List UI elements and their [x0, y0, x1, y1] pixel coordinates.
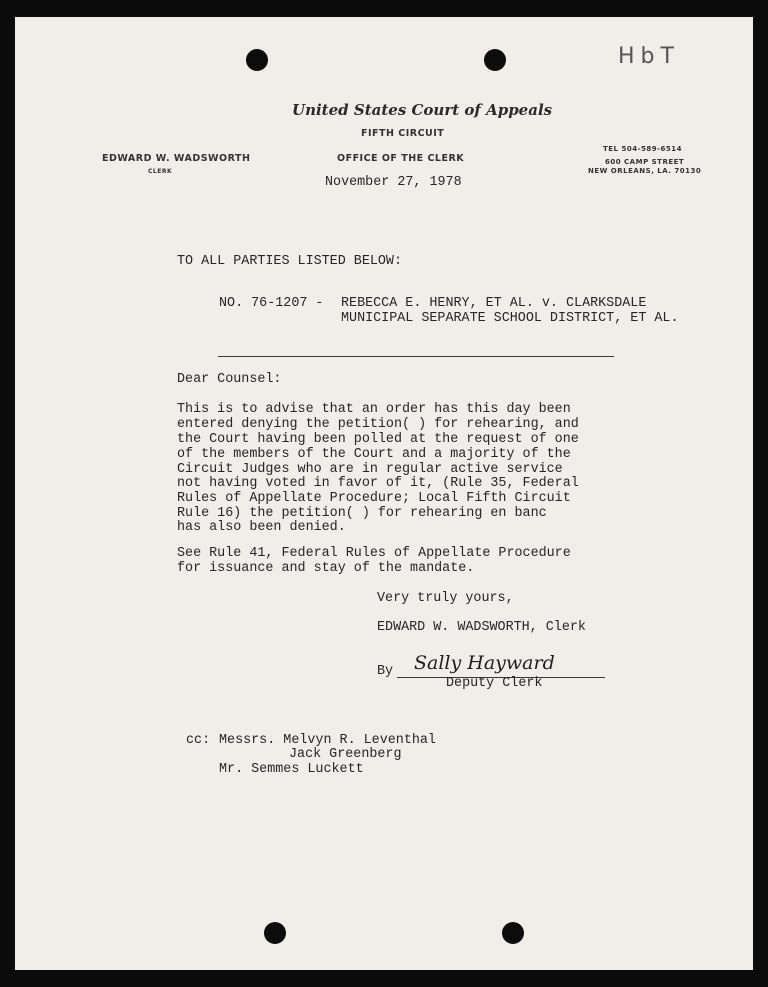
clerk-name-header: EDWARD W. WADSWORTH	[102, 153, 251, 164]
punch-hole-top-left	[246, 49, 268, 71]
body-line: entered denying the petition( ) for rehearing, and	[177, 417, 579, 432]
punch-hole-bottom-left	[264, 922, 286, 944]
case-caption-line-2: MUNICIPAL SEPARATE SCHOOL DISTRICT, ET AL.	[341, 311, 679, 326]
case-caption-line-1: REBECCA E. HENRY, ET AL. v. CLARKSDALE	[341, 296, 647, 311]
addressee-line: TO ALL PARTIES LISTED BELOW:	[177, 254, 402, 269]
circuit-name: FIFTH CIRCUIT	[361, 128, 445, 139]
handwritten-note: HbT	[618, 44, 680, 69]
deputy-clerk-title: Deputy Clerk	[446, 676, 543, 691]
body-line: Circuit Judges who are in regular active service	[177, 462, 563, 477]
city-address: NEW ORLEANS, LA. 70130	[588, 167, 702, 175]
by-label: By	[377, 664, 394, 679]
signer-name: EDWARD W. WADSWORTH, Clerk	[377, 620, 586, 635]
court-name: United States Court of Appeals	[292, 101, 553, 119]
body-line: See Rule 41, Federal Rules of Appellate Procedure	[177, 546, 571, 561]
punch-hole-top-right	[484, 49, 506, 71]
case-number: NO. 76-1207 -	[219, 296, 324, 311]
cc-recipient: Messrs. Melvyn R. Leventhal	[219, 733, 436, 748]
clerk-title-header: CLERK	[148, 168, 173, 175]
body-line: Rules of Appellate Procedure; Local Fifth Circuit	[177, 491, 571, 506]
handwritten-signature: Sally Hayward	[414, 652, 555, 674]
letter-date: November 27, 1978	[325, 175, 462, 190]
telephone: TEL 504-589-6514	[603, 145, 682, 153]
body-line: Rule 16) the petition( ) for rehearing en banc	[177, 506, 547, 521]
cc-label: cc:	[186, 733, 211, 748]
body-line: the Court having been polled at the request of one	[177, 432, 579, 447]
office-name: OFFICE OF THE CLERK	[337, 153, 465, 164]
salutation: Dear Counsel:	[177, 372, 282, 387]
punch-hole-bottom-right	[502, 922, 524, 944]
body-line: for issuance and stay of the mandate.	[177, 561, 475, 576]
body-line: This is to advise that an order has this day been	[177, 402, 571, 417]
valediction: Very truly yours,	[377, 591, 514, 606]
cc-recipient: Jack Greenberg	[289, 747, 402, 762]
cc-recipient: Mr. Semmes Luckett	[219, 762, 364, 777]
body-line: has also been denied.	[177, 520, 346, 535]
street-address: 600 CAMP STREET	[605, 158, 685, 166]
separator-line	[218, 356, 614, 357]
body-line: of the members of the Court and a majority of the	[177, 447, 571, 462]
body-line: not having voted in favor of it, (Rule 35, Federal	[177, 476, 579, 491]
